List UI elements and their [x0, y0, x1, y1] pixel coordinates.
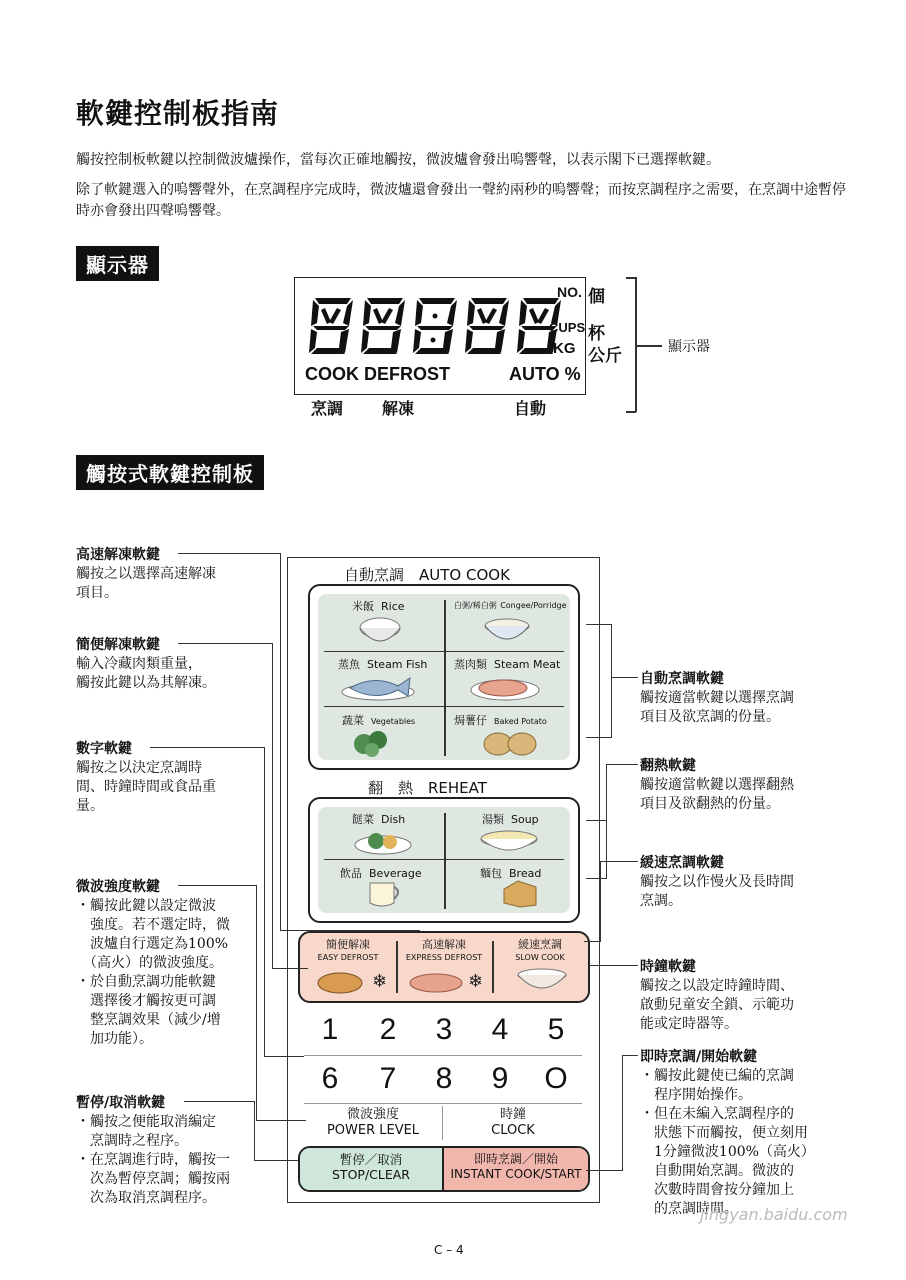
dish-icon	[352, 827, 414, 857]
annotation-slow-cook: 緩速烹調軟鍵 觸按之以作慢火及長時間 烹調。	[640, 855, 794, 909]
lcd-cn-ge: 個	[588, 287, 605, 307]
auto-cook-divider-h1	[324, 651, 564, 652]
number-key-9[interactable]: 9	[491, 1062, 509, 1095]
instant-cook-start-label: 即時烹調／開始 INSTANT COOK/START	[450, 1152, 582, 1181]
leader-easy-h1	[178, 643, 272, 644]
auto-congee-button[interactable]: 白粥/稀白粥 Congee/Porridge	[454, 601, 567, 610]
instant-cook-start-button[interactable]	[444, 1148, 588, 1190]
leader-number-h2	[264, 1056, 304, 1057]
reheat-divider-h	[324, 859, 564, 860]
leader-auto-h-top	[586, 624, 612, 625]
frozen-meat-icon	[408, 965, 488, 995]
intro-paragraph-2: 除了軟鍵選入的嗚響聲外，在烹調程序完成時，微波爐還會發出一聲約兩秒的嗚響聲；而按烹調程序之需要，在烹調中途暫停時亦會發出四聲嗚響聲。	[76, 182, 846, 219]
leader-number-h1	[150, 747, 264, 748]
under-label-auto: 自動	[514, 399, 547, 418]
lcd-auto-percent: AUTO %	[509, 364, 581, 384]
display-callout-label: 顯示器	[668, 339, 710, 355]
svg-text:❄: ❄	[468, 971, 484, 992]
number-key-1[interactable]: 1	[321, 1013, 339, 1046]
express-defrost-button[interactable]: 高速解凍 EXPRESS DEFROST	[405, 938, 483, 962]
auto-cook-group	[308, 584, 580, 770]
auto-steam-fish-button[interactable]: 蒸魚 Steam Fish	[338, 658, 428, 671]
leader-number-v	[264, 747, 265, 1057]
annotation-auto-cook: 自動烹調軟鍵 觸按適當軟鍵以選擇烹調 項目及欲烹調的份量。	[640, 671, 794, 725]
reheat-title: 翻 熱 REHEAT	[368, 779, 487, 797]
stop-clear-button[interactable]	[300, 1148, 444, 1190]
reheat-group	[308, 797, 580, 923]
leader-express-h1	[178, 553, 280, 554]
leader-auto-v	[611, 624, 612, 738]
reheat-dish-button[interactable]: 餸菜 Dish	[352, 813, 406, 826]
reheat-bread-button[interactable]: 麵包 Bread	[480, 867, 542, 880]
steamed-meat-icon	[468, 672, 542, 702]
congee-bowl-icon	[482, 614, 532, 648]
leader-start-h	[586, 1170, 622, 1171]
power-clock-divider	[442, 1106, 443, 1140]
lcd-digit-3	[413, 296, 459, 356]
auto-cook-divider-v	[444, 600, 446, 756]
bread-icon	[500, 879, 540, 909]
leader-slow-h	[584, 941, 600, 942]
leader-start-out	[622, 1055, 638, 1056]
lcd-cook-defrost: COOK DEFROST	[305, 364, 451, 384]
number-bottom-divider	[304, 1103, 582, 1104]
leader-clock	[588, 965, 638, 966]
lcd-no-label: NO.	[557, 284, 582, 300]
leader-reheat-h-top	[586, 820, 606, 821]
slow-cook-pot-icon	[512, 965, 572, 995]
leader-auto-out	[611, 677, 638, 678]
watermark: jingyan.baidu.com	[700, 1205, 848, 1224]
page-number: C – 4	[434, 1243, 464, 1257]
leader-easy-v	[272, 643, 273, 969]
leader-reheat-h-bottom	[586, 878, 606, 879]
annotation-express-defrost: 高速解凍軟鍵 觸按之以選擇高速解凍 項目。	[76, 547, 216, 601]
number-key-2[interactable]: 2	[379, 1013, 397, 1046]
lcd-digit-4	[465, 296, 511, 356]
auto-cook-title: 自動烹調 AUTO COOK	[344, 566, 510, 584]
lcd-digit-2	[361, 296, 407, 356]
stop-clear-label: 暫停／取消 STOP/CLEAR	[332, 1152, 410, 1182]
annotation-stop-clear: 暫停/取消軟鍵 ・觸按之便能取消編定 烹調時之程序。 ・在烹調進行時，觸按一 次為暫停烹調；觸按兩 次為取消烹調程序。	[76, 1095, 230, 1206]
lcd-cn-bei: 杯	[588, 324, 605, 344]
beverage-cup-icon	[364, 879, 404, 909]
steamed-fish-icon	[340, 672, 418, 702]
clock-button[interactable]: 時鐘 CLOCK	[491, 1107, 535, 1138]
number-key-7[interactable]: 7	[379, 1062, 397, 1095]
easy-defrost-button[interactable]: 簡便解凍 EASY DEFROST	[317, 938, 379, 962]
section-tag-display: 顯示器	[76, 246, 159, 281]
display-callout-line	[636, 345, 662, 347]
annotation-power-level: 微波強度軟鍵 ・觸按此鍵以設定微波 強度。若不選定時，微 波爐自行選定為100% （高火）的微波強度。 ・於自動烹調功能軟鍵 選擇後才觸按更可調 整烹調效果（減少/增 加功能）。	[76, 879, 230, 1047]
auto-steam-meat-button[interactable]: 蒸肉類 Steam Meat	[454, 658, 561, 671]
power-level-button[interactable]: 微波強度 POWER LEVEL	[326, 1107, 420, 1138]
leader-auto-h-bottom	[586, 737, 612, 738]
lcd-cn-gongjin: 公斤	[588, 346, 622, 366]
lcd-display	[294, 277, 586, 395]
baked-potato-icon	[480, 726, 540, 758]
rice-bowl-icon	[356, 614, 404, 648]
number-key-5[interactable]: 5	[547, 1013, 565, 1046]
annotation-number-keys: 數字軟鍵 觸按之以決定烹調時 間、時鐘時間或食品重 量。	[76, 741, 216, 814]
number-key-8[interactable]: 8	[435, 1062, 453, 1095]
reheat-beverage-button[interactable]: 飲品 Beverage	[340, 867, 422, 880]
svg-text:❄: ❄	[372, 971, 388, 992]
number-key-4[interactable]: 4	[491, 1013, 509, 1046]
page-title: 軟鍵控制板指南	[76, 97, 280, 130]
defrost-slowcook-group	[298, 931, 590, 1003]
lcd-kg-label: KG	[553, 340, 576, 357]
leader-easy-h2	[272, 968, 308, 969]
leader-start-v	[622, 1055, 623, 1171]
start-stop-group	[298, 1146, 590, 1192]
leader-power-v	[256, 885, 257, 1121]
annotation-instant-start: 即時烹調/開始軟鍵 ・觸按此鍵使已編的烹調 程序開始操作。 ・但在未編入烹調程序的 狀態下而觸按，便立刻用 1分鐘微波100%（高火） 自動開始烹調。微波的 次數時間會按分鐘加上 的烹調時間。	[640, 1049, 815, 1217]
auto-cook-divider-h2	[324, 706, 564, 707]
reheat-soup-button[interactable]: 湯類 Soup	[482, 813, 539, 826]
control-panel	[287, 557, 600, 1203]
leader-power-h2	[256, 1120, 306, 1121]
number-key-0[interactable]: O	[544, 1062, 568, 1095]
section-tag-panel: 觸按式軟鍵控制板	[76, 455, 264, 490]
number-key-3[interactable]: 3	[435, 1013, 453, 1046]
auto-rice-button[interactable]: 米飯 Rice	[352, 600, 405, 613]
leader-express-h2	[280, 930, 420, 931]
number-key-6[interactable]: 6	[321, 1062, 339, 1095]
reheat-divider-v	[444, 813, 446, 909]
vegetables-icon	[348, 726, 394, 758]
leader-stop-v	[254, 1101, 255, 1161]
annotation-clock: 時鐘軟鍵 觸按之以設定時鐘時間、 啟動兒童安全鎖、示範功 能或定時器等。	[640, 959, 794, 1032]
soup-icon	[478, 827, 540, 857]
annotation-reheat: 翻熱軟鍵 觸按適當軟鍵以選擇翻熱 項目及欲翻熱的份量。	[640, 758, 794, 812]
leader-slow-out	[600, 861, 638, 862]
intro-paragraph-1: 觸按控制板軟鍵以控制微波爐操作，當每次正確地觸按，微波爐會發出嗚響聲，以表示閣下已選擇軟鍵。	[76, 152, 720, 168]
leader-power-h1	[178, 885, 256, 886]
slow-cook-button[interactable]: 緩速烹調 SLOW COOK	[515, 938, 565, 962]
display-bracket-bottom	[626, 411, 636, 413]
frozen-chicken-icon	[314, 965, 390, 995]
leader-express-v	[280, 553, 281, 931]
auto-baked-potato-button[interactable]: 焗薯仔 Baked Potato	[454, 714, 547, 727]
lcd-cups-label: CUPS	[549, 320, 586, 335]
under-label-defrost: 解凍	[382, 399, 415, 418]
leader-reheat-out	[606, 764, 638, 765]
lcd-digit-1	[309, 296, 355, 356]
leader-stop-h1	[184, 1101, 254, 1102]
leader-slow-v	[600, 861, 601, 942]
annotation-easy-defrost: 簡便解凍軟鍵 輸入冷藏肉類重量， 觸按此鍵以為其解凍。	[76, 637, 216, 691]
leader-stop-h2	[254, 1160, 298, 1161]
number-row-divider	[304, 1055, 582, 1056]
under-label-cook: 烹調	[311, 399, 344, 418]
auto-vegetables-button[interactable]: 蔬菜 Vegetables	[342, 714, 416, 727]
